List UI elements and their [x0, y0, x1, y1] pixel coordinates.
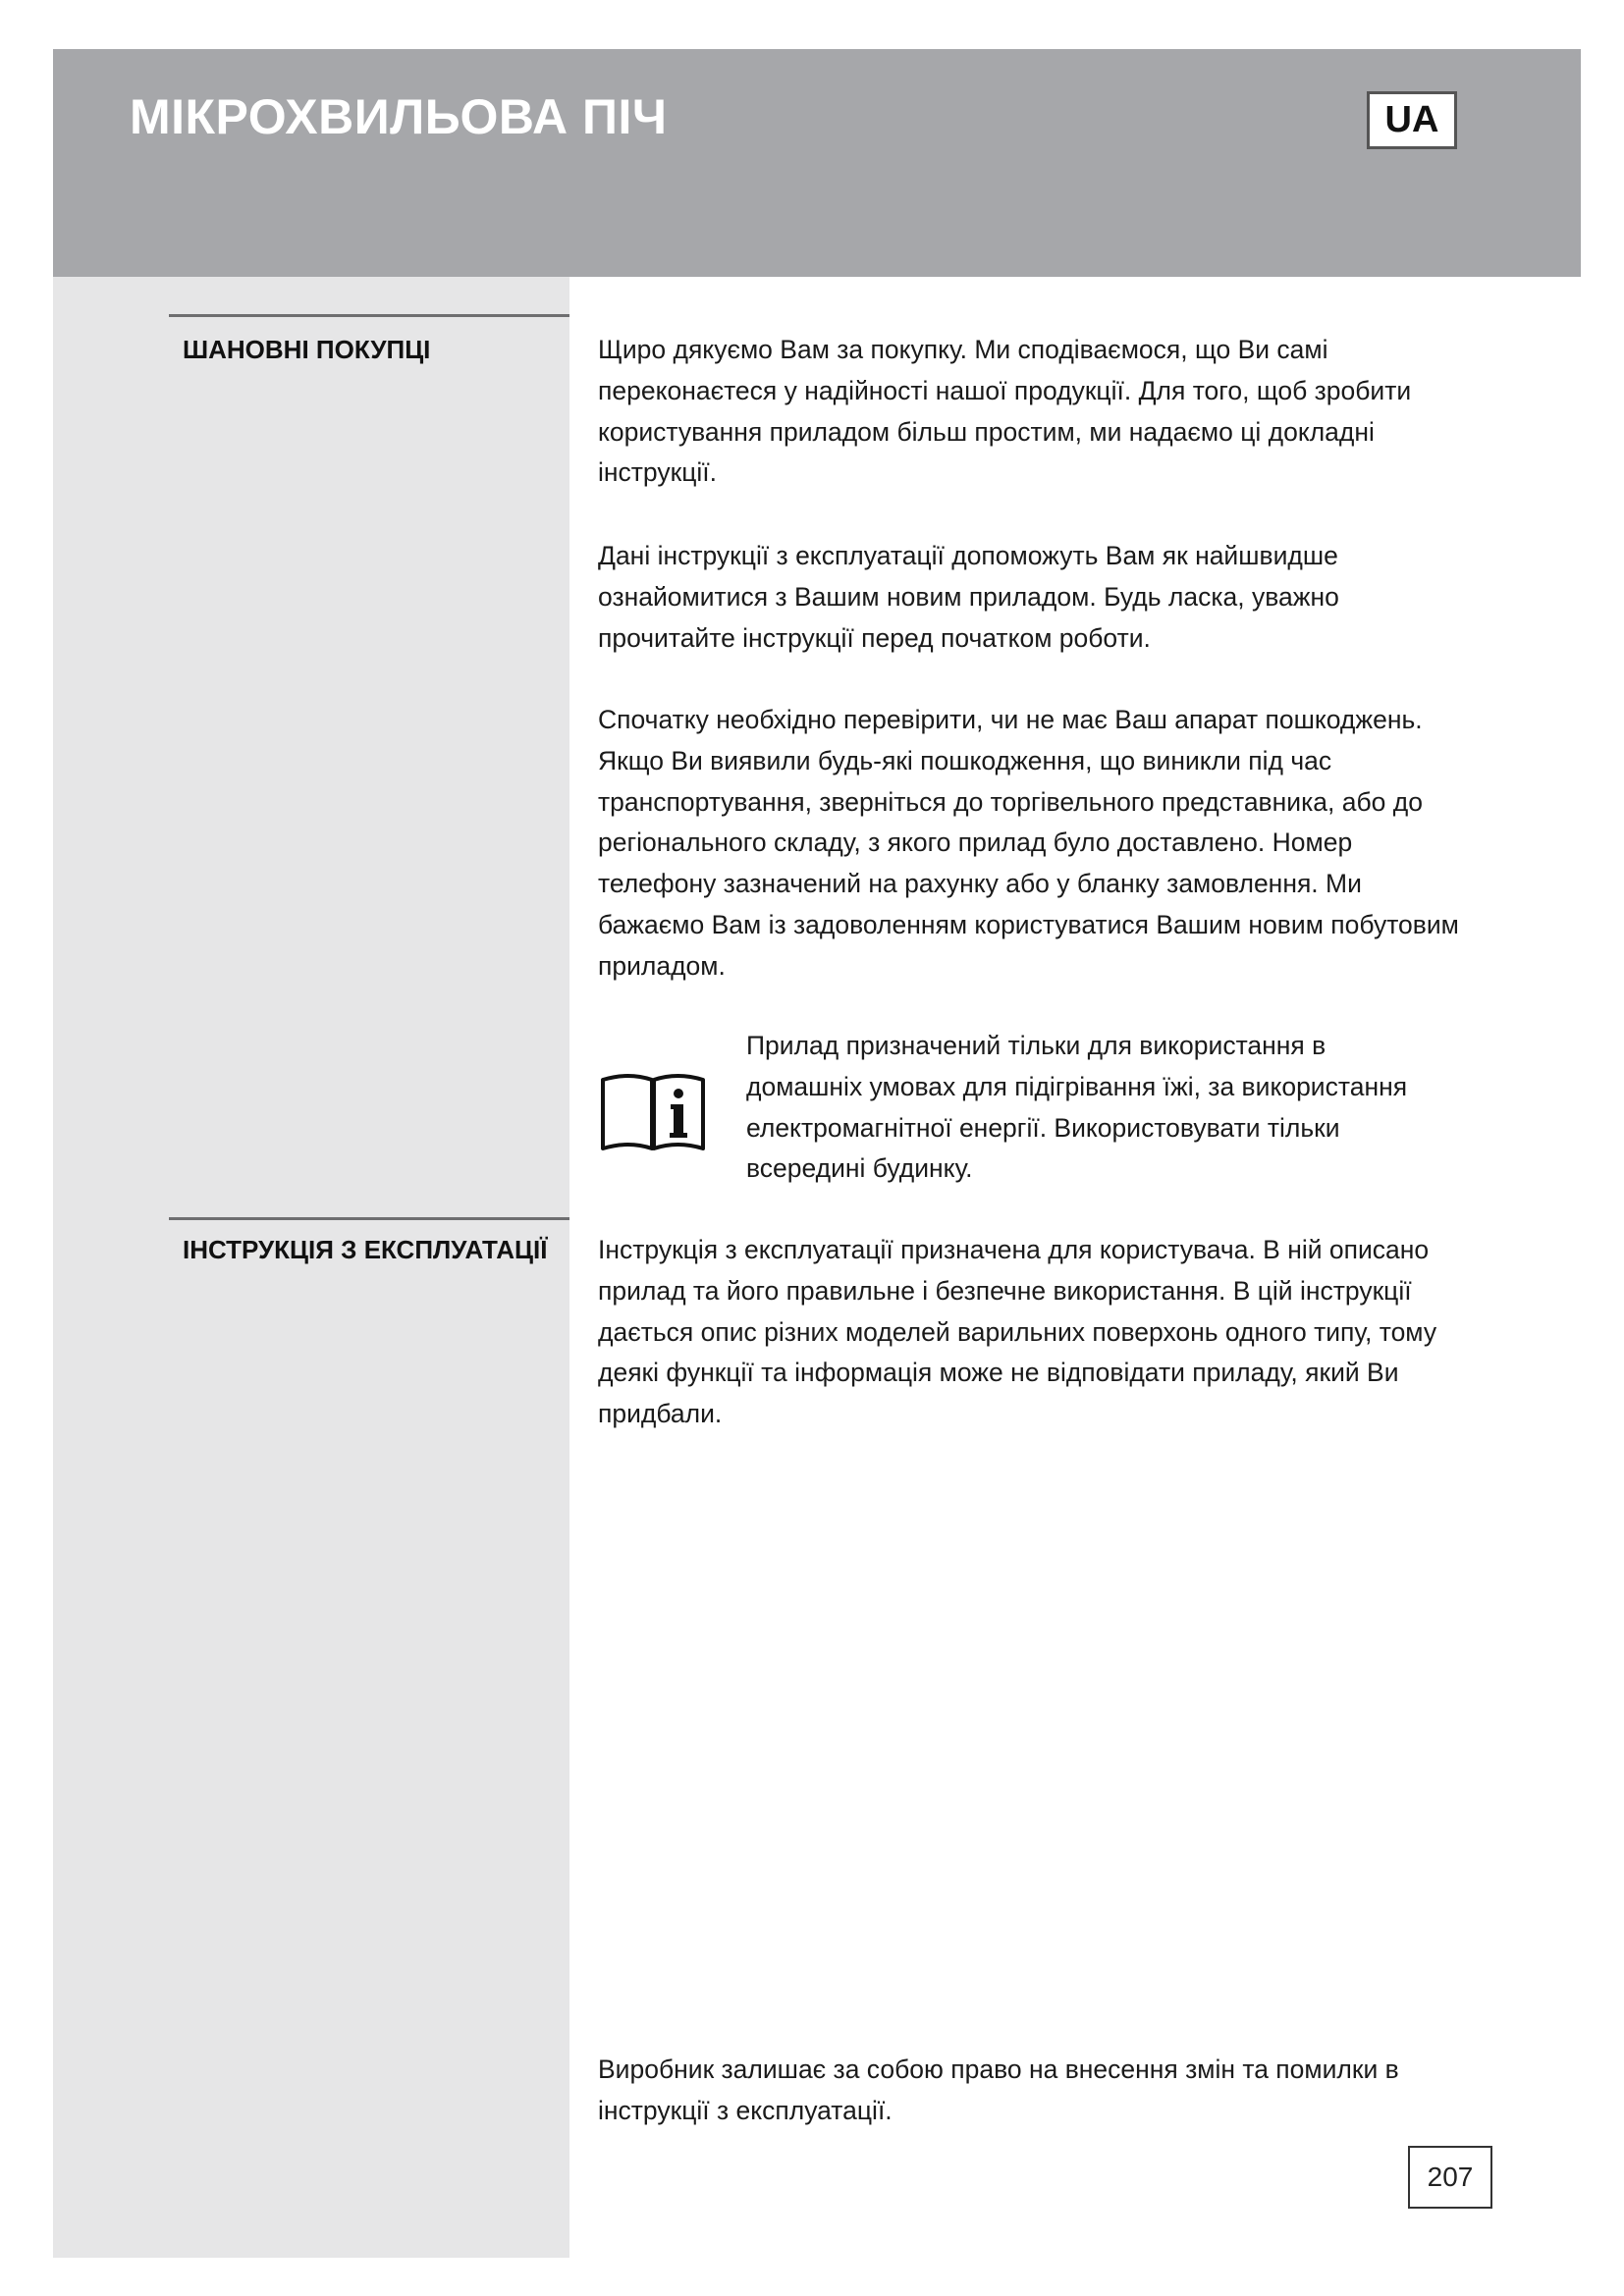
section-label-operating-instructions: ІНСТРУКЦІЯ З ЕКСПЛУАТАЦІЇ: [183, 1235, 548, 1264]
section-label-dear-customers: ШАНОВНІ ПОКУПЦІ: [183, 335, 431, 364]
page-title: МІКРОХВИЛЬОВА ПІЧ: [130, 89, 668, 144]
footer-note: Виробник залишає за собою право на внесення змін та помилки в інструкції з експлуатації.: [598, 2055, 1399, 2125]
manual-info-icon: [599, 1072, 707, 1152]
instructions-paragraph: Дані інструкції з експлуатації допоможуть Вам як найшвидше ознайомитися з Вашим новим приладом. Будь ласка, уважно прочитайте інструкції перед початком роботи.: [598, 541, 1339, 653]
page-number: 207: [1408, 2146, 1492, 2209]
section-divider: [169, 314, 569, 317]
page-header: [53, 49, 1581, 277]
info-note: Прилад призначений тільки для використання в домашніх умовах для підігрівання їжі, за використання електромагнітної енергії. Використовувати тільки всередині будинку.: [746, 1031, 1408, 1184]
language-badge: UA: [1367, 91, 1457, 149]
intro-paragraph: Щиро дякуємо Вам за покупку. Ми сподіваємося, що Ви самі переконаєтеся у надійності нашої продукції. Для того, щоб зробити користування приладом більш простим, ми надаємо ці докладні інструкції.: [598, 335, 1412, 488]
manual-scope-paragraph: Інструкція з експлуатації призначена для користувача. В ній описано прилад та його правильне і безпечне використання. В цій інструкції дається опис різних моделей варильних поверхонь одного типу, тому деякі функції та інформація може не відповідати приладу, який Ви придбали.: [598, 1235, 1437, 1429]
section-divider: [169, 1217, 569, 1220]
inspection-paragraph: Спочатку необхідно перевірити, чи не має Ваш апарат пошкоджень. Якщо Ви виявили будь-які пошкодження, що виникли під час транспортування, зверніться до торгівельного представника, або до регіонального складу, з якого прилад було доставлено. Номер телефону зазначений на рахунку або у бланку замовлення. Ми бажаємо Вам із задоволенням користуватися Вашим новим побутовим приладом.: [598, 705, 1459, 981]
